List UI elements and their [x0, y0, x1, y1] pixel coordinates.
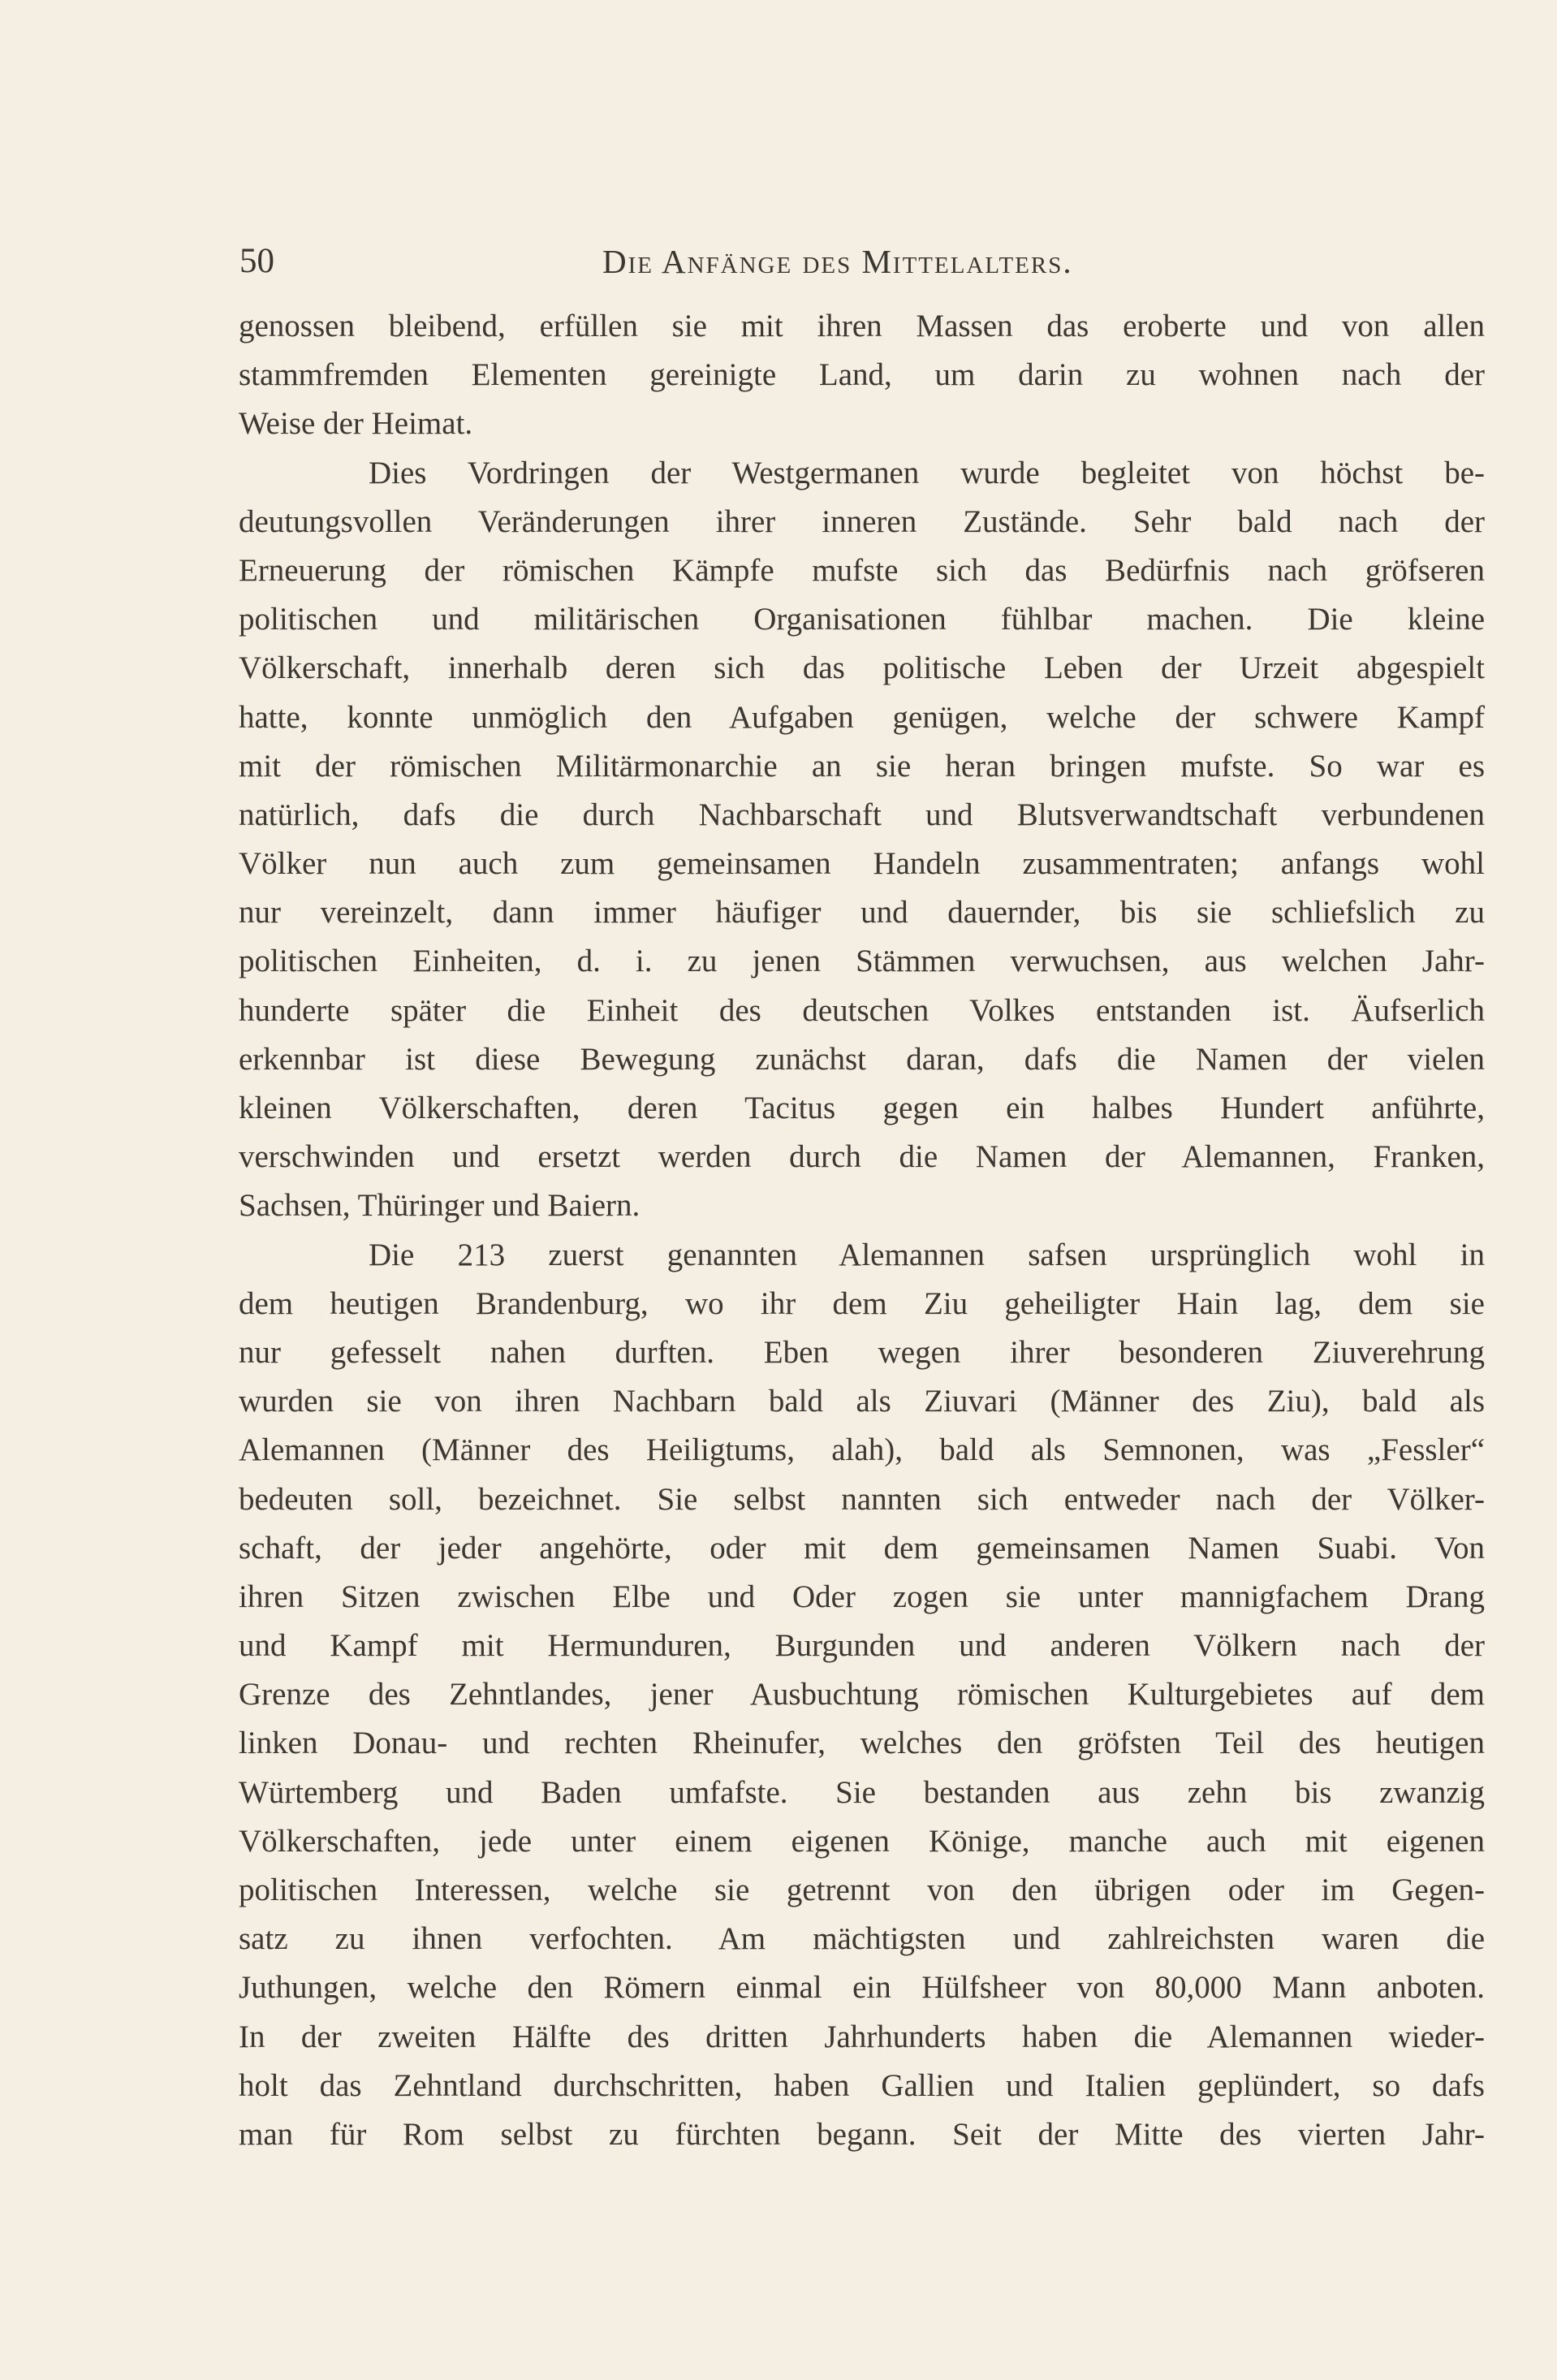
- text-line: politischen und militärischen Organisationen fühlbar machen. Die kleine: [239, 602, 1485, 637]
- text-line: satz zu ihnen verfochten. Am mächtigsten und zahlreichsten waren die: [239, 1921, 1485, 1957]
- text-line: mit der römischen Militärmonarchie an sie heran bringen mufste. So war es: [239, 748, 1485, 784]
- text-line: Die 213 zuerst genannten Alemannen safsen ursprünglich wohl in: [369, 1237, 1485, 1272]
- text-line: bedeuten soll, bezeichnet. Sie selbst nannten sich entweder nach der Völker-: [239, 1481, 1485, 1517]
- text-line: stammfremden Elementen gereinigte Land, um darin zu wohnen nach der: [239, 357, 1485, 393]
- text-line: linken Donau- und rechten Rheinufer, welches den gröfsten Teil des heutigen: [239, 1726, 1485, 1761]
- text-line: nur vereinzelt, dann immer häufiger und dauernder, bis sie schliefslich zu: [239, 895, 1485, 931]
- text-line: In der zweiten Hälfte des dritten Jahrhunderts haben die Alemannen wieder-: [239, 2019, 1485, 2054]
- text-line: Völker nun auch zum gemeinsamen Handeln zusammentraten; anfangs wohl: [239, 846, 1485, 882]
- text-line: Erneuerung der römischen Kämpfe mufste sich das Bedürfnis nach gröfseren: [239, 552, 1485, 588]
- text-line: holt das Zehntland durchschritten, haben Gallien und Italien geplündert, so dafs: [239, 2067, 1485, 2103]
- body-text: [239, 302, 1485, 2159]
- text-line: Völkerschaften, jede unter einem eigenen Könige, manche auch mit eigenen: [239, 1823, 1485, 1859]
- text-line: und Kampf mit Hermunduren, Burgunden und anderen Völkern nach der: [239, 1628, 1485, 1664]
- text-line: Sachsen, Thüringer und Baiern.: [239, 1188, 640, 1224]
- text-line: politischen Interessen, welche sie getrennt von den übrigen oder im Gegen-: [239, 1872, 1485, 1907]
- text-line: natürlich, dafs die durch Nachbarschaft und Blutsverwandtschaft verbundenen: [239, 797, 1485, 832]
- text-line: genossen bleibend, erfüllen sie mit ihren Massen das eroberte und von allen: [239, 309, 1485, 343]
- text-line: politischen Einheiten, d. i. zu jenen Stämmen verwuchsen, aus welchen Jahr-: [239, 944, 1485, 979]
- text-line: hatte, konnte unmöglich den Aufgaben genügen, welche der schwere Kampf: [239, 699, 1485, 735]
- text-line: Dies Vordringen der Westgermanen wurde begleitet von höchst be-: [369, 455, 1485, 490]
- text-line: Weise der Heimat.: [239, 406, 473, 442]
- running-head: [237, 237, 1357, 286]
- text-line: ihren Sitzen zwischen Elbe und Oder zogen sie unter mannigfachem Drang: [239, 1579, 1485, 1614]
- text-line: schaft, der jeder angehörte, oder mit dem gemeinsamen Namen Suabi. Von: [239, 1530, 1485, 1566]
- text-line: deutungsvollen Veränderungen ihrer inneren Zustände. Sehr bald nach der: [239, 503, 1485, 539]
- text-line: erkennbar ist diese Bewegung zunächst daran, dafs die Namen der vielen: [239, 1041, 1485, 1077]
- text-line: hunderte später die Einheit des deutschen Volkes entstanden ist. Äufserlich: [239, 992, 1485, 1028]
- text-line: Würtemberg und Baden umfafste. Sie bestanden aus zehn bis zwanzig: [239, 1774, 1485, 1810]
- page-number: 50: [239, 242, 274, 280]
- text-line: Alemannen (Männer des Heiligtums, alah), bald als Semnonen, was „Fessler“: [239, 1432, 1485, 1468]
- text-line: nur gefesselt nahen durften. Eben wegen ihrer besonderen Ziuverehrung: [239, 1334, 1485, 1370]
- running-title: Die Anfänge des Mittelalters.: [602, 243, 1073, 280]
- text-line: kleinen Völkerschaften, deren Tacitus gegen ein halbes Hundert anführte,: [239, 1091, 1485, 1125]
- text-line: dem heutigen Brandenburg, wo ihr dem Ziu geheiligter Hain lag, dem sie: [239, 1285, 1485, 1321]
- text-line: verschwinden und ersetzt werden durch die Namen der Alemannen, Franken,: [239, 1139, 1485, 1175]
- text-line: Völkerschaft, innerhalb deren sich das politische Leben der Urzeit abgespielt: [239, 650, 1485, 686]
- text-line: Juthungen, welche den Römern einmal ein Hülfsheer von 80,000 Mann anboten.: [239, 1970, 1485, 2006]
- text-line: wurden sie von ihren Nachbarn bald als Ziuvari (Männer des Ziu), bald als: [239, 1384, 1485, 1419]
- text-line: man für Rom selbst zu fürchten begann. Seit der Mitte des vierten Jahr-: [239, 2116, 1485, 2152]
- text-line: Grenze des Zehntlandes, jener Ausbuchtung römischen Kulturgebietes auf dem: [239, 1677, 1485, 1713]
